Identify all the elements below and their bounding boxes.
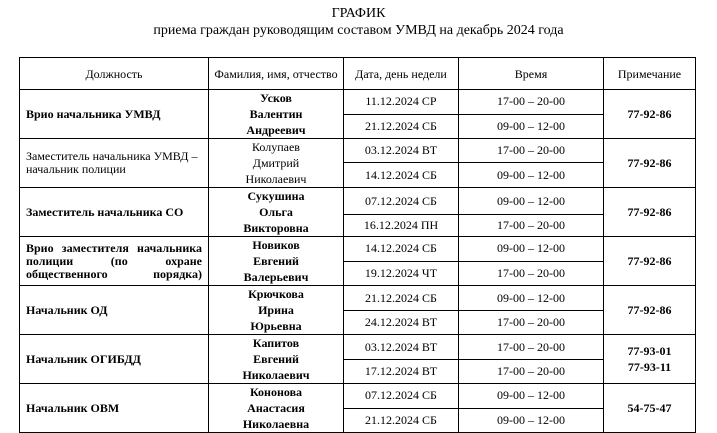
first-name: Валентин	[249, 107, 303, 121]
name-cell	[209, 335, 344, 384]
time-cell: 17-00 – 20-00	[459, 360, 604, 384]
position-cell: Начальник ОГИБДД	[20, 335, 209, 384]
patronymic: Андреевич	[246, 123, 306, 137]
time-cell: 09-00 – 12-00	[459, 188, 604, 215]
time-cell: 17-00 – 20-00	[459, 215, 604, 237]
header-note: Примечание	[604, 58, 696, 90]
table-row	[20, 237, 696, 262]
first-name: Евгений	[253, 352, 299, 366]
surname: Крючкова	[248, 287, 304, 301]
position-cell: Начальник ОВМ	[20, 384, 209, 433]
patronymic: Валерьевич	[243, 270, 309, 284]
table-row	[20, 286, 696, 311]
time-cell: 17-00 – 20-00	[459, 335, 604, 360]
page-subtitle: приема граждан руководящим составом УМВД на декабрь 2024 года	[153, 23, 564, 38]
phone-number: 77-92-86	[627, 205, 672, 219]
patronymic: Николаевич	[245, 172, 307, 186]
name-cell	[209, 286, 344, 335]
table-row	[20, 384, 696, 409]
note-cell	[604, 90, 696, 139]
phone-number: 77-93-01	[627, 344, 672, 358]
date-cell: 03.12.2024 ВТ	[344, 139, 459, 163]
name-cell	[209, 188, 344, 237]
position-cell: Врио начальника УМВД	[20, 90, 209, 139]
phone-number: 54-75-47	[627, 401, 672, 415]
table-header-row	[20, 58, 696, 90]
header-position: Должность	[20, 58, 209, 90]
first-name: Анастасия	[247, 401, 305, 415]
surname: Колупаев	[252, 140, 300, 154]
date-cell: 21.12.2024 СБ	[344, 114, 459, 139]
name-cell	[209, 90, 344, 139]
first-name: Ирина	[258, 303, 294, 317]
position-cell: Заместитель начальника УМВД – начальник полиции	[20, 139, 209, 188]
date-cell: 16.12.2024 ПН	[344, 215, 459, 237]
date-cell: 07.12.2024 СБ	[344, 188, 459, 215]
time-cell: 09-00 – 12-00	[459, 408, 604, 433]
phone-number: 77-92-86	[627, 107, 672, 121]
first-name: Ольга	[259, 205, 293, 219]
name-cell	[209, 237, 344, 286]
time-cell: 17-00 – 20-00	[459, 261, 604, 286]
table-row	[20, 188, 696, 215]
phone-number: 77-92-86	[627, 303, 672, 317]
table-row	[20, 90, 696, 115]
time-cell: 09-00 – 12-00	[459, 237, 604, 262]
patronymic: Николаевич	[242, 368, 310, 382]
time-cell: 09-00 – 12-00	[459, 114, 604, 139]
time-cell: 09-00 – 12-00	[459, 163, 604, 188]
page-title: ГРАФИК	[331, 6, 386, 21]
date-cell: 14.12.2024 СБ	[344, 163, 459, 188]
note-cell	[604, 335, 696, 384]
schedule-table	[19, 57, 696, 433]
time-cell: 09-00 – 12-00	[459, 384, 604, 409]
note-cell	[604, 286, 696, 335]
date-cell: 03.12.2024 ВТ	[344, 335, 459, 360]
note-cell	[604, 139, 696, 188]
table-row	[20, 335, 696, 360]
note-cell	[604, 237, 696, 286]
surname: Сукушина	[247, 189, 305, 203]
name-cell	[209, 139, 344, 188]
header-name: Фамилия, имя, отчество	[209, 58, 344, 90]
surname: Капитов	[252, 336, 300, 350]
time-cell: 09-00 – 12-00	[459, 286, 604, 311]
note-cell	[604, 384, 696, 433]
first-name: Евгений	[253, 254, 299, 268]
time-cell: 17-00 – 20-00	[459, 311, 604, 335]
time-cell: 17-00 – 20-00	[459, 139, 604, 163]
position-cell: Начальник ОД	[20, 286, 209, 335]
position-cell: Врио заместителя начальника полиции (по охране общественного порядка)	[20, 237, 209, 286]
name-cell	[209, 384, 344, 433]
date-cell: 21.12.2024 СБ	[344, 286, 459, 311]
time-cell: 17-00 – 20-00	[459, 90, 604, 115]
surname: Усков	[260, 91, 292, 105]
position-cell: Заместитель начальника СО	[20, 188, 209, 237]
date-cell: 19.12.2024 ЧТ	[344, 261, 459, 286]
note-cell	[604, 188, 696, 237]
date-cell: 11.12.2024 СР	[344, 90, 459, 115]
patronymic: Юрьевна	[250, 319, 302, 333]
patronymic: Николаевна	[242, 417, 310, 431]
phone-number: 77-92-86	[627, 156, 672, 170]
date-cell: 21.12.2024 СБ	[344, 408, 459, 433]
phone-number: 77-92-86	[627, 254, 672, 268]
date-cell: 14.12.2024 СБ	[344, 237, 459, 262]
date-cell: 07.12.2024 СБ	[344, 384, 459, 409]
surname: Новиков	[252, 238, 300, 252]
phone-number: 77-93-11	[627, 360, 672, 374]
surname: Кононова	[249, 385, 303, 399]
date-cell: 17.12.2024 ВТ	[344, 360, 459, 384]
header-time: Время	[459, 58, 604, 90]
date-cell: 24.12.2024 ВТ	[344, 311, 459, 335]
first-name: Дмитрий	[252, 156, 300, 170]
patronymic: Викторовна	[243, 221, 309, 235]
header-date: Дата, день недели	[344, 58, 459, 90]
table-row	[20, 139, 696, 163]
